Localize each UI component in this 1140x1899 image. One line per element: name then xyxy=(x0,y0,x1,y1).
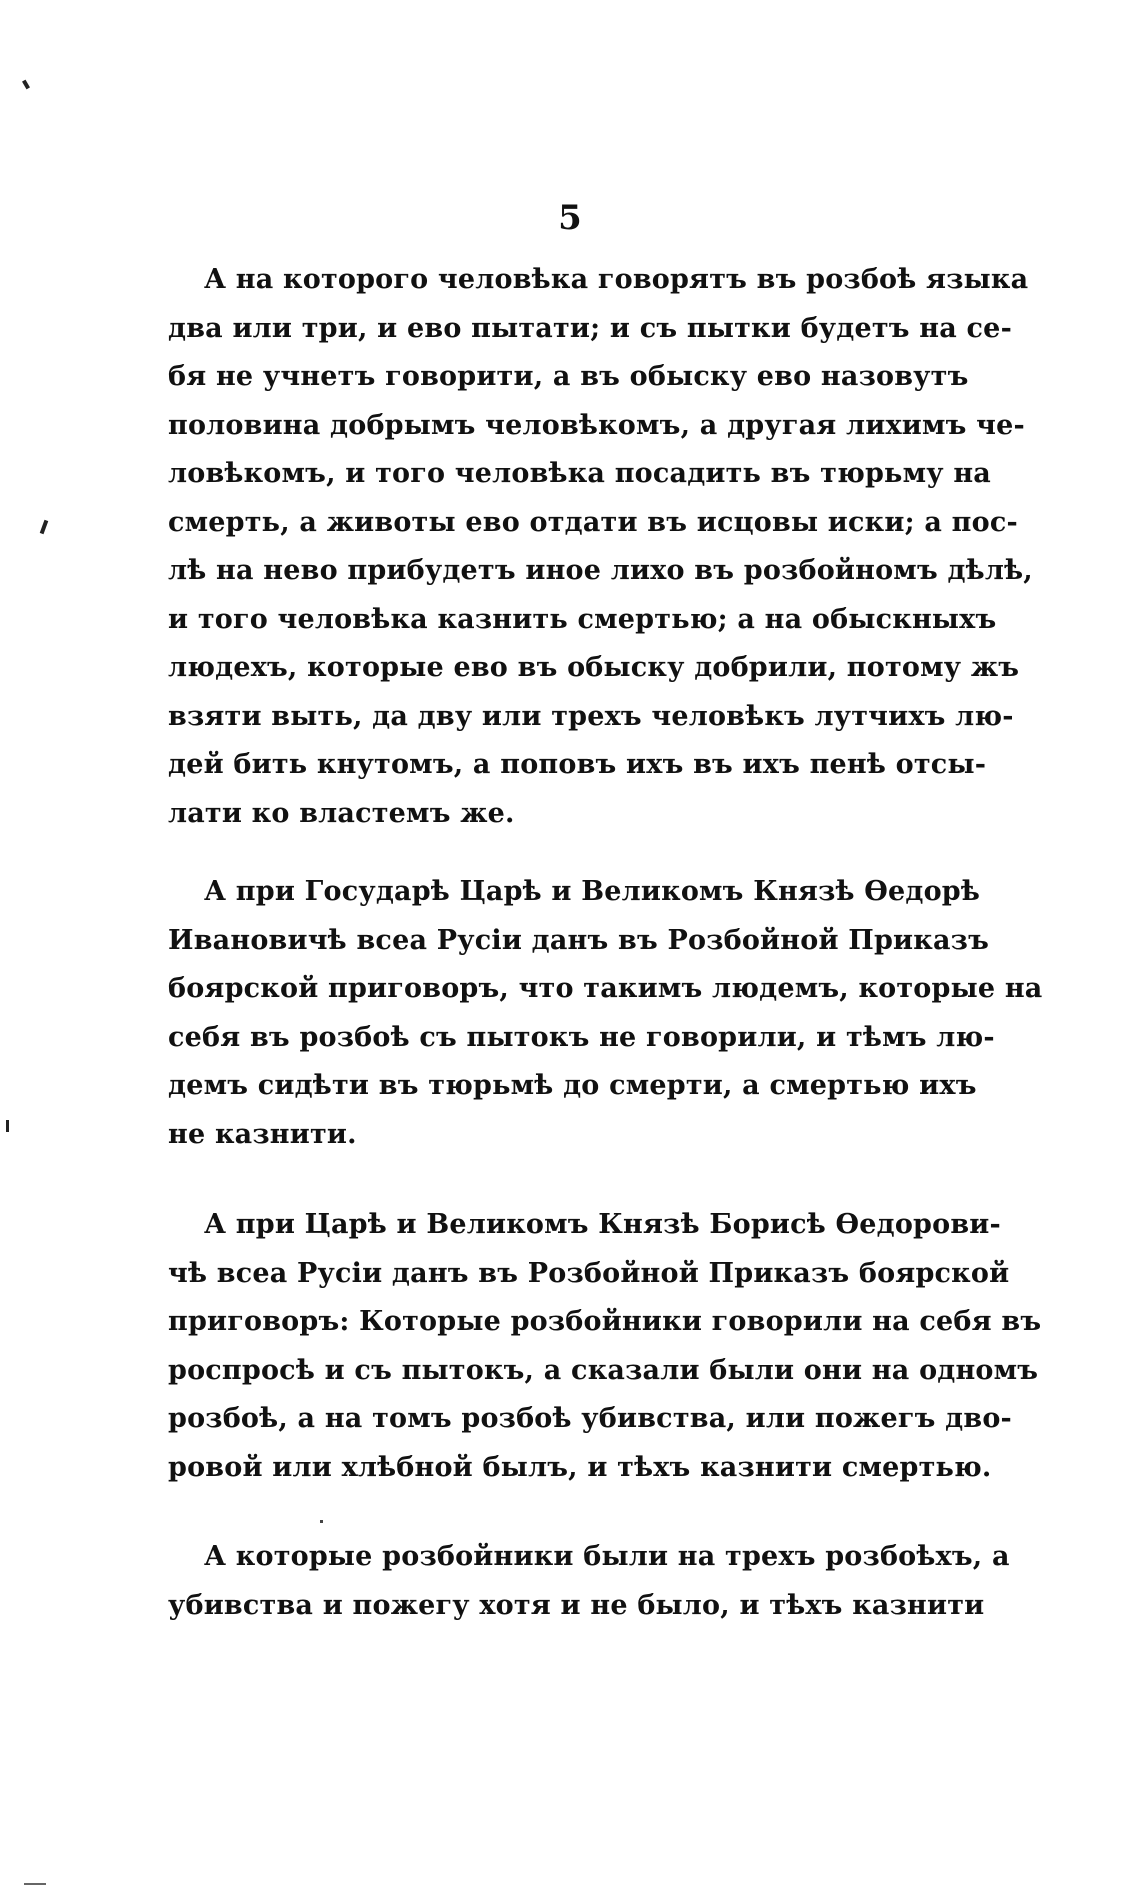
text-line: людехъ, которые ево въ обыску добрили, потому жъ xyxy=(168,652,1020,683)
text-line: смерть, а животы ево отдати въ исцовы иски; а пос- xyxy=(168,506,1018,538)
text-line: ловѣкомъ, и того человѣка посадить въ тюрьму на xyxy=(168,458,991,489)
text-line: чѣ всеа Русіи данъ въ Розбойной Приказъ боярской xyxy=(168,1257,1010,1289)
text-line: демъ сидѣти въ тюрьмѣ до смерти, а смертью ихъ xyxy=(168,1070,977,1101)
page-number: 5 xyxy=(558,198,582,238)
scan-speck xyxy=(22,80,30,90)
scan-speck xyxy=(6,1120,9,1132)
text-line: А при Царѣ и Великомъ Князѣ Борисѣ Ѳедорови- xyxy=(204,1209,1001,1240)
text-line: А на которого человѣка говорятъ въ розбоѣ языка xyxy=(204,264,1029,295)
text-line: себя въ розбоѣ съ пытокъ не говорили, и тѣмъ лю- xyxy=(168,1021,995,1053)
text-line: лѣ на нево прибудетъ иное лихо въ розбойномъ дѣлѣ, xyxy=(168,555,1033,586)
scan-speck xyxy=(320,1520,323,1523)
scan-speck xyxy=(40,520,49,535)
text-line: два или три, и ево пытати; и съ пытки будетъ на се- xyxy=(168,312,1012,344)
text-line: взяти выть, да дву или трехъ человѣкъ лутчихъ лю- xyxy=(168,700,1014,732)
text-line: бя не учнетъ говорити, а въ обыску ево назовутъ xyxy=(168,361,969,392)
paragraph-4 xyxy=(168,1533,1010,1630)
text-line: дей бить кнутомъ, а поповъ ихъ въ ихъ пенѣ отсы- xyxy=(168,749,987,780)
text-line: боярской приговоръ, что такимъ людемъ, которые на xyxy=(168,973,1043,1004)
text-line: розбоѣ, а на томъ розбоѣ убивства, или пожегъ дво- xyxy=(168,1403,1012,1434)
text-line: А при Государѣ Царѣ и Великомъ Князѣ Ѳедорѣ xyxy=(204,876,981,907)
text-line: роспросѣ и съ пытокъ, а сказали были они на одномъ xyxy=(168,1354,1039,1386)
paragraph-3 xyxy=(168,1201,1042,1492)
text-line: Ивановичѣ всеа Русіи данъ въ Розбойной Приказъ xyxy=(168,924,990,956)
text-line: половина добрымъ человѣкомъ, а другая лихимъ че- xyxy=(168,409,1025,441)
paragraph-1 xyxy=(168,256,1033,838)
text-line: приговоръ: Которые розбойники говорили на себя въ xyxy=(168,1306,1042,1337)
text-line: не казнити. xyxy=(168,1118,357,1150)
text-line: и того человѣка казнить смертью; а на обыскныхъ xyxy=(168,603,997,635)
text-line: лати ко властемъ же. xyxy=(168,797,515,829)
text-line: убивства и пожегу хотя и не было, и тѣхъ казнити xyxy=(168,1589,985,1621)
text-line: ровой или хлѣбной былъ, и тѣхъ казнити смертью. xyxy=(168,1451,992,1483)
paragraph-2 xyxy=(168,868,1043,1159)
scan-speck xyxy=(24,1883,46,1885)
text-line: А которые розбойники были на трехъ розбоѣхъ, а xyxy=(204,1541,1010,1572)
